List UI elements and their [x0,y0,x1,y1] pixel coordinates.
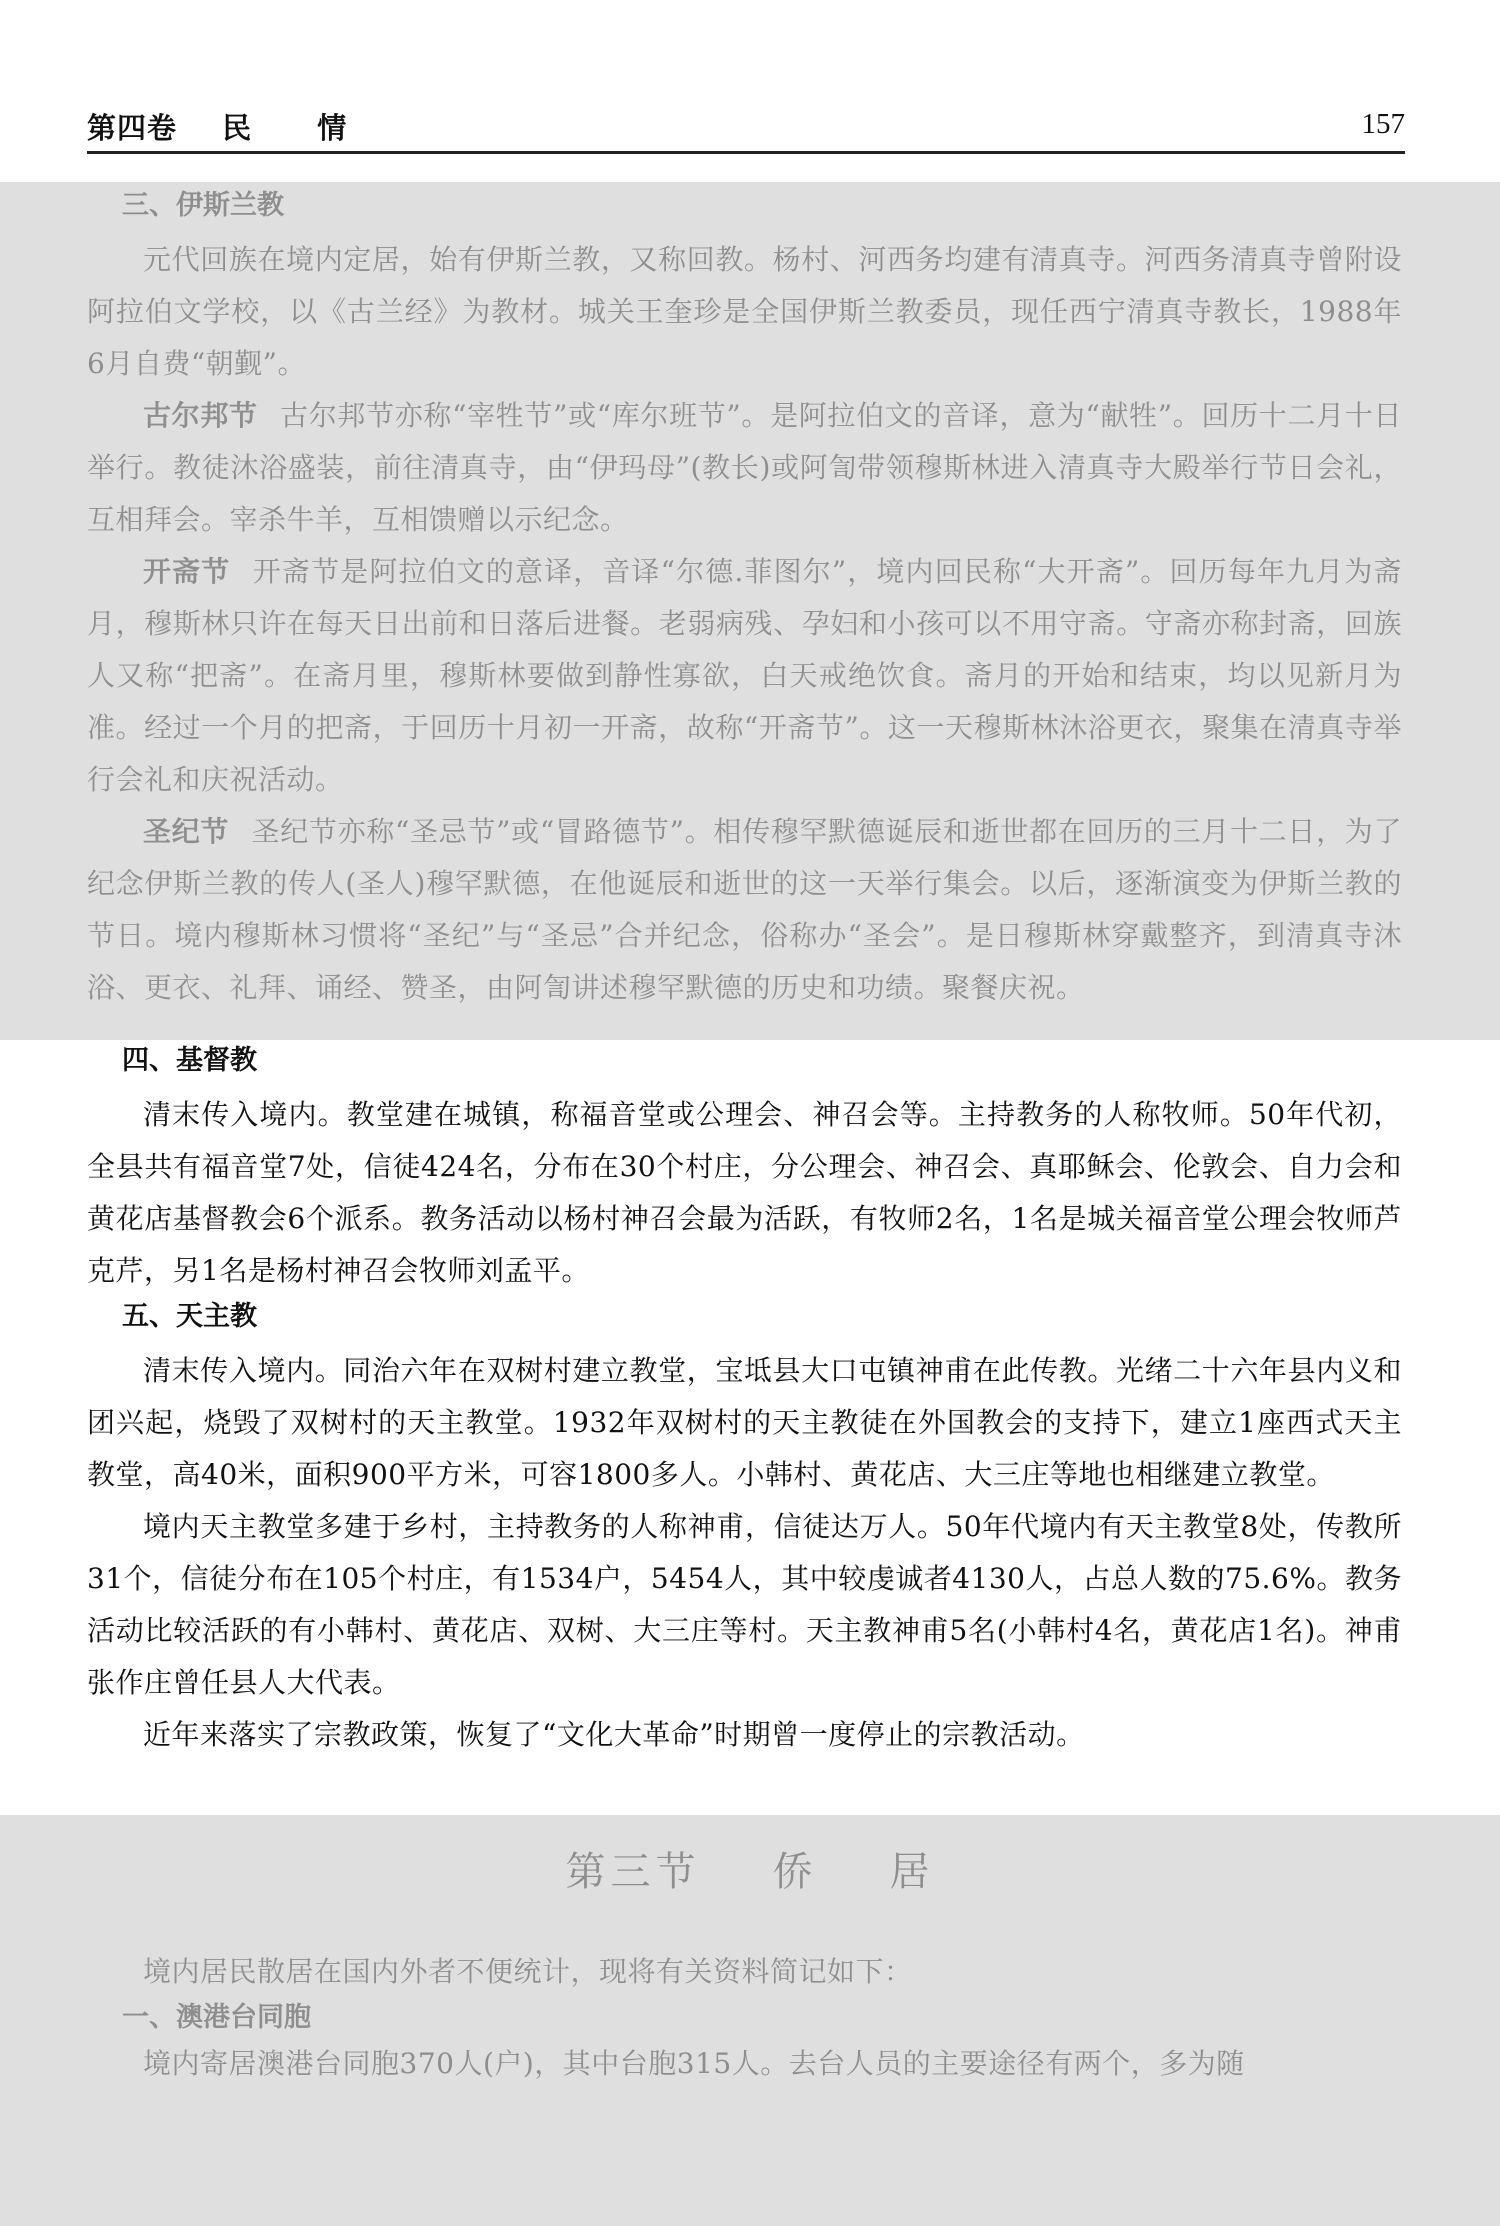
islam-intro: 元代回族在境内定居，始有伊斯兰教，又称回教。杨村、河西务均建有清真寺。河西务清真寺曾附设阿拉伯文学校，以《古兰经》为教材。城关王奎珍是全国伊斯兰教委员，现任西宁清真寺教长，1988年6月自费“朝觐”。 [87,243,1402,380]
islam-section [87,186,1402,1014]
festival-eid-al-fitr [87,546,1402,806]
festival-term: 开斋节 [143,555,231,588]
catholicism-paragraph-1: 清末传入境内。同治六年在双树村建立教堂，宝坻县大口屯镇神甫在此传教。光绪二十六年县内义和团兴起，烧毁了双树村的天主教堂。1932年双树村的天主教徒在外国教会的支持下，建立1座西式天主教堂，高40米，面积900平方米，可容1800多人。小韩村、黄花店、大三庄等地也相继建立教堂。 [87,1354,1402,1491]
volume-title-2: 情 [317,111,348,145]
christianity-heading: 四、基督教 [122,1045,257,1076]
overseas-intro: 境内居民散居在国内外者不便统计，现将有关资料简记如下： [143,1955,913,1988]
catholicism-section [87,1297,1402,1761]
page-number: 157 [1361,108,1405,140]
catholicism-paragraph-3: 近年来落实了宗教政策，恢复了“文化大革命”时期曾一度停止的宗教活动。 [143,1718,1085,1751]
festival-text: 开斋节是阿拉伯文的意译，音译“尔德.菲图尔”，境内回民称“大开斋”。回历每年九月为斋月，穆斯林只许在每天日出前和日落后进餐。老弱病残、孕妇和小孩可以不用守斋。守斋亦称封斋，回族人又称“把斋”。在斋月里，穆斯林要做到静性寡欲，白天戒绝饮食。斋月的开始和结束，均以见新月为准。经过一个月的把斋，于回历十月初一开斋，故称“开斋节”。这一天穆斯林沐浴更衣，聚集在清真寺举行会礼和庆祝活动。 [87,555,1402,796]
section-title-char-1: 侨 [772,1849,818,1895]
christianity-section [87,1041,1402,1297]
overseas-paragraph: 境内寄居澳港台同胞370人(户)，其中台胞315人。去台人员的主要途径有两个，多为随 [143,2047,1245,2080]
overseas-subheading: 一、澳港台同胞 [122,2002,311,2033]
christianity-paragraph: 清末传入境内。教堂建在城镇，称福音堂或公理会、神召会等。主持教务的人称牧师。50年代初，全县共有福音堂7处，信徒424名，分布在30个村庄，分公理会、神召会、真耶稣会、伦敦会、自力会和黄花店基督教会6个派系。教务活动以杨村神召会最为活跃，有牧师2名，1名是城关福音堂公理会牧师芦克芹，另1名是杨村神召会牧师刘孟平。 [87,1098,1402,1287]
festival-text: 圣纪节亦称“圣忌节”或“冒路德节”。相传穆罕默德诞辰和逝世都在回历的三月十二日，为了纪念伊斯兰教的传人(圣人)穆罕默德，在他诞辰和逝世的这一天举行集会。以后，逐渐演变为伊斯兰教的节日。境内穆斯林习惯将“圣纪”与“圣忌”合并纪念，俗称办“圣会”。是日穆斯林穿戴整齐，到清真寺沐浴、更衣、礼拜、诵经、赞圣，由阿訇讲述穆罕默德的历史和功绩。聚餐庆祝。 [87,815,1402,1004]
festival-term: 圣纪节 [143,815,230,848]
overseas-section [87,1946,1402,2090]
volume-number: 第四卷 [87,111,178,145]
islam-heading: 三、伊斯兰教 [122,190,284,221]
running-header [87,96,1405,154]
section-number: 第三节 [565,1849,701,1895]
section-title-char-2: 居 [889,1849,935,1895]
festival-mawlid [87,806,1402,1014]
catholicism-paragraph-2: 境内天主教堂多建于乡村，主持教务的人称神甫，信徒达万人。50年代境内有天主教堂8处，传教所31个，信徒分布在105个村庄，有1534户，5454人，其中较虔诚者4130人，占总人数的75.6%。教务活动比较活跃的有小韩村、黄花店、双树、大三庄等村。天主教神甫5名(小韩村4名，黄花店1名)。神甫张作庄曾任县人大代表。 [87,1510,1402,1699]
festival-eid-al-adha [87,390,1402,546]
festival-text: 古尔邦节亦称“宰牲节”或“库尔班节”。是阿拉伯文的音译，意为“献牲”。回历十二月十日举行。教徒沐浴盛装，前往清真寺，由“伊玛母”(教长)或阿訇带领穆斯林进入清真寺大殿举行节日会礼，互相拜会。宰杀牛羊，互相馈赠以示纪念。 [87,399,1402,536]
section-title [0,1842,1500,1902]
festival-term: 古尔邦节 [143,399,258,432]
catholicism-heading: 五、天主教 [122,1301,257,1332]
header-rule [87,151,1405,154]
volume-title-1: 民 [222,111,253,145]
volume-label [87,106,347,147]
